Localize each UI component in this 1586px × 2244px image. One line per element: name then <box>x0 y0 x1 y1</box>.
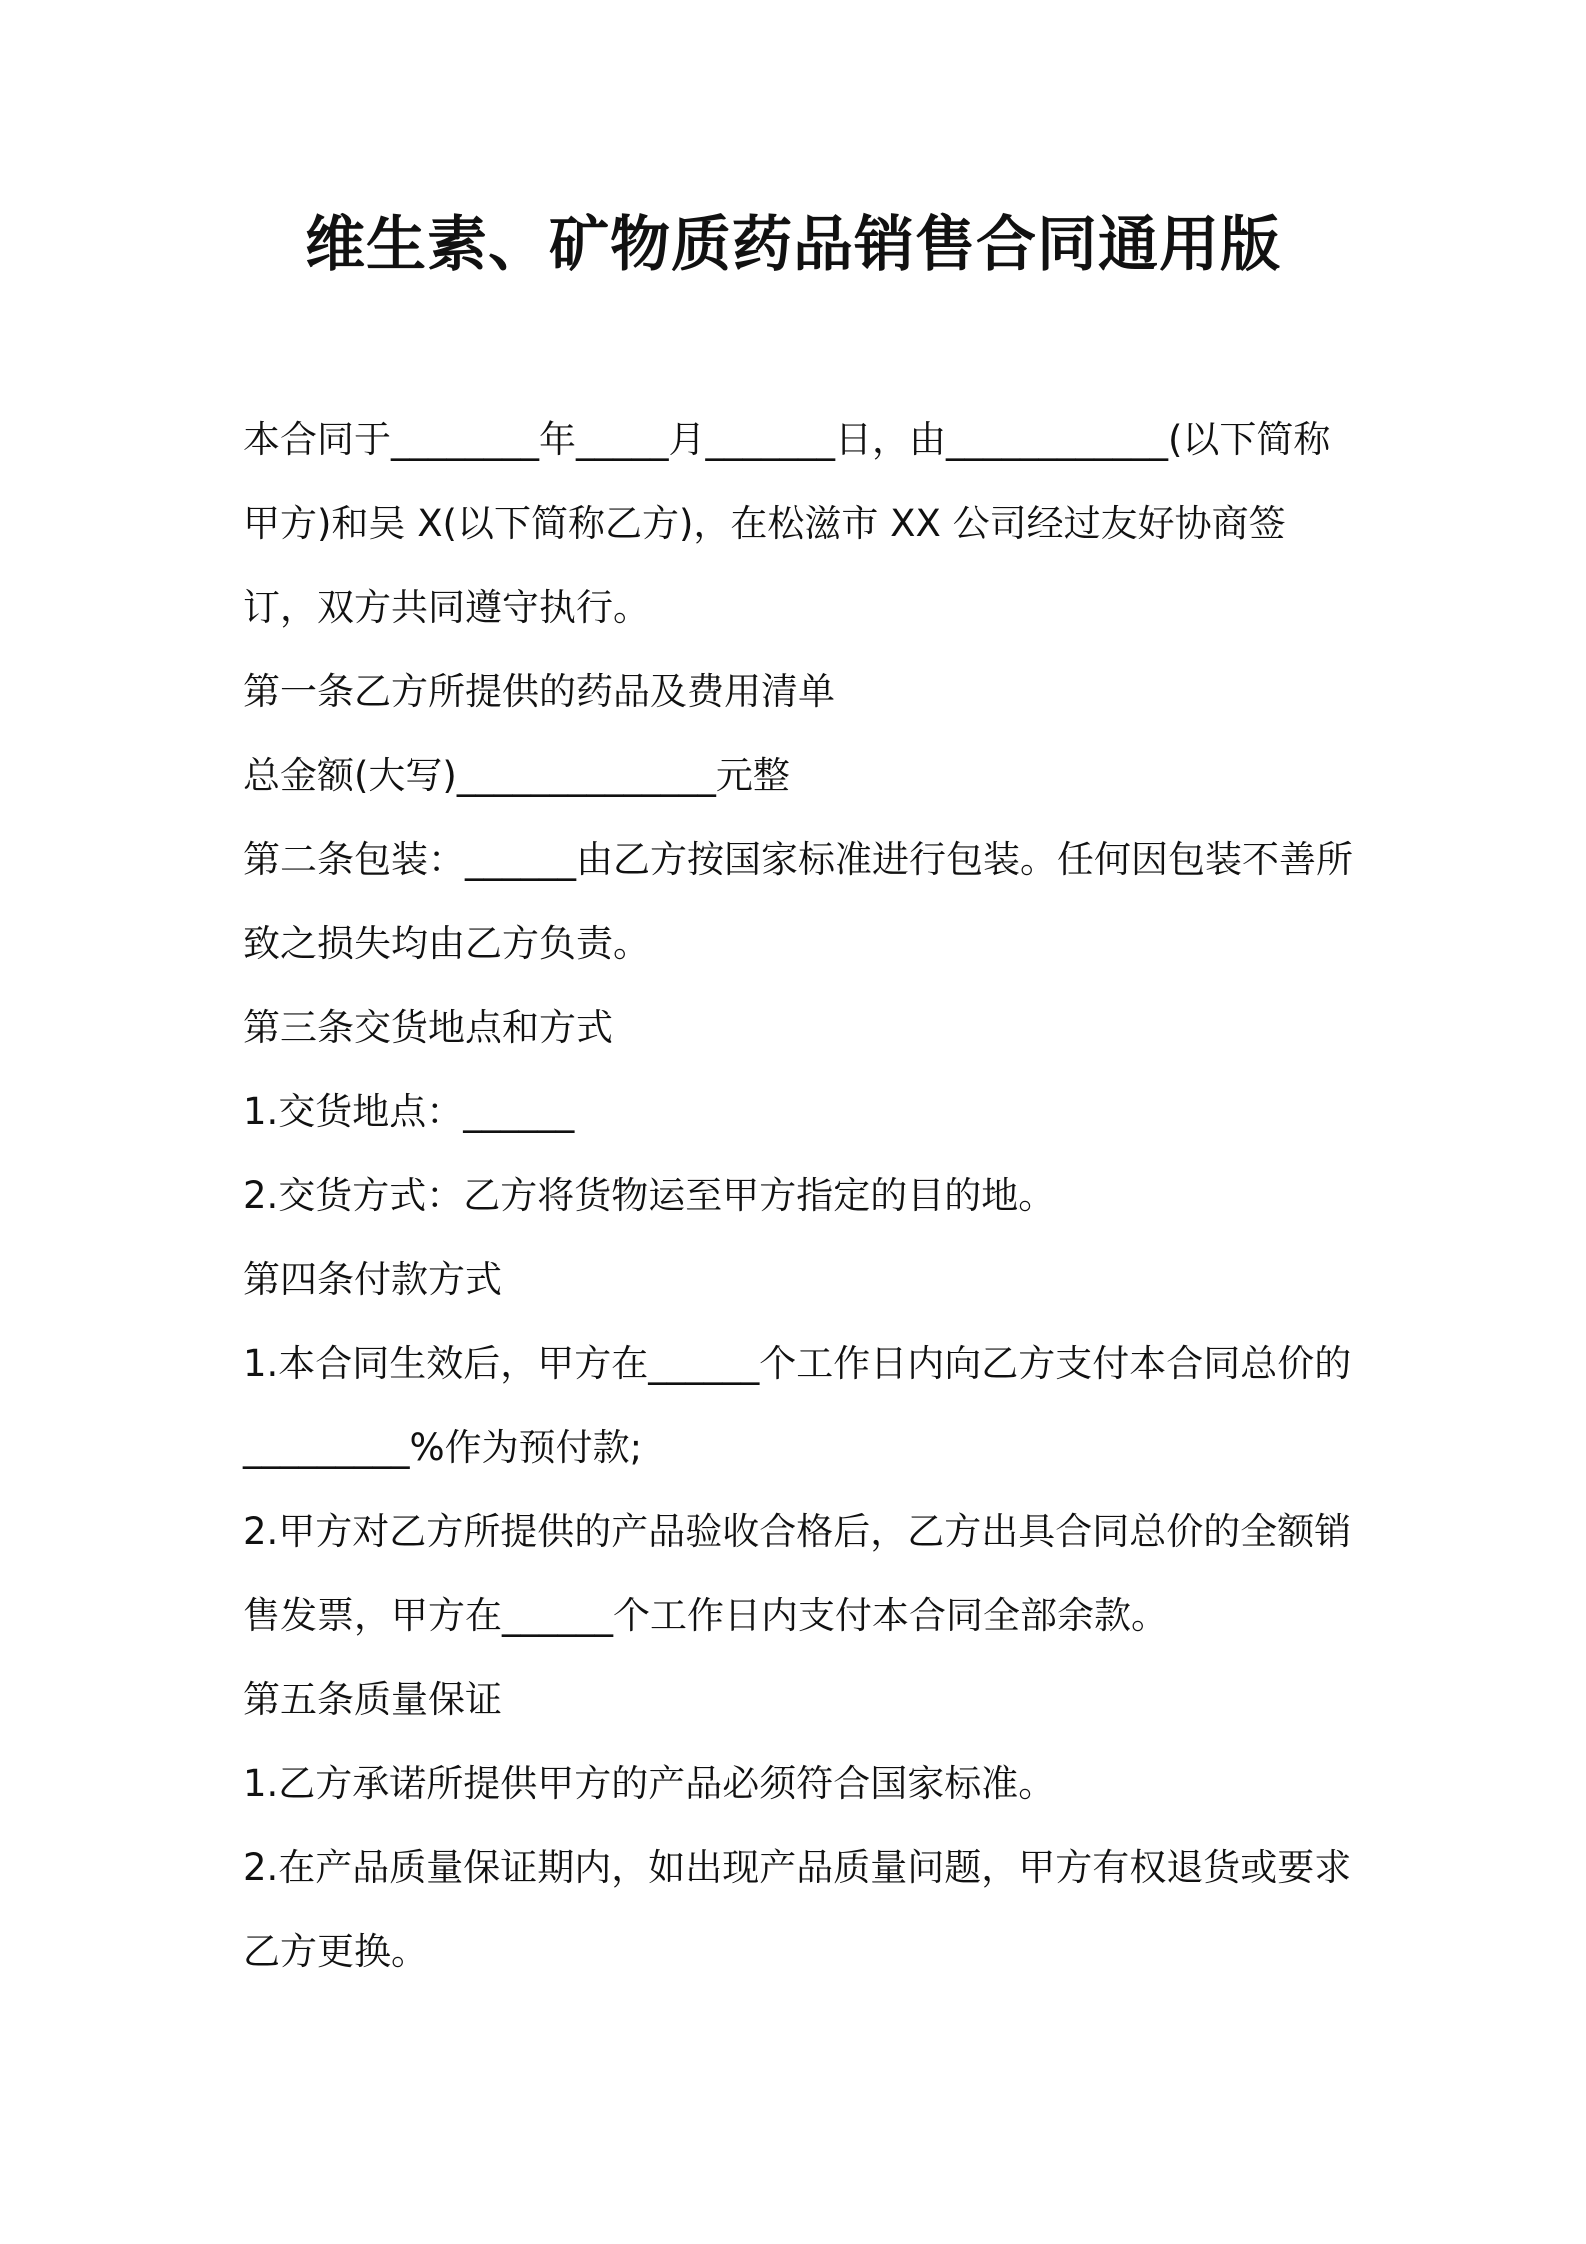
paragraph-payment-2: 2.甲方对乙方所提供的产品验收合格后，乙方出具合同总价的全额销售发票，甲方在______个工作日内支付本合同全部余款。 <box>243 1510 1352 1637</box>
paragraph-article-2-packaging: 第二条包装：______由乙方按国家标准进行包装。任何因包装不善所致之损失均由乙方负责。 <box>243 838 1353 965</box>
paragraph-intro: 本合同于________年_____月_______日，由____________(以下简称甲方)和吴 X(以下简称乙方)，在松滋市 XX 公司经过友好协商签订，双方共同遵守执行。 <box>243 418 1331 629</box>
paragraph-total-amount: 总金额(大写)______________元整 <box>243 754 790 797</box>
heading-article-5: 第五条质量保证 <box>243 1678 502 1721</box>
paragraph-delivery-method: 2.交货方式：乙方将货物运至甲方指定的目的地。 <box>243 1174 1056 1217</box>
heading-article-1: 第一条乙方所提供的药品及费用清单 <box>243 670 835 713</box>
document-title: 维生素、矿物质药品销售合同通用版 <box>305 210 1281 280</box>
document-body <box>243 398 1355 1994</box>
paragraph-quality-2: 2.在产品质量保证期内，如出现产品质量问题，甲方有权退货或要求乙方更换。 <box>243 1846 1352 1973</box>
heading-article-3: 第三条交货地点和方式 <box>243 1006 613 1049</box>
paragraph-delivery-location: 1.交货地点：______ <box>243 1090 575 1133</box>
paragraph-payment-1: 1.本合同生效后，甲方在______个工作日内向乙方支付本合同总价的_________%作为预付款; <box>243 1342 1352 1469</box>
paragraph-quality-1: 1.乙方承诺所提供甲方的产品必须符合国家标准。 <box>243 1762 1056 1805</box>
heading-article-4: 第四条付款方式 <box>243 1258 502 1301</box>
